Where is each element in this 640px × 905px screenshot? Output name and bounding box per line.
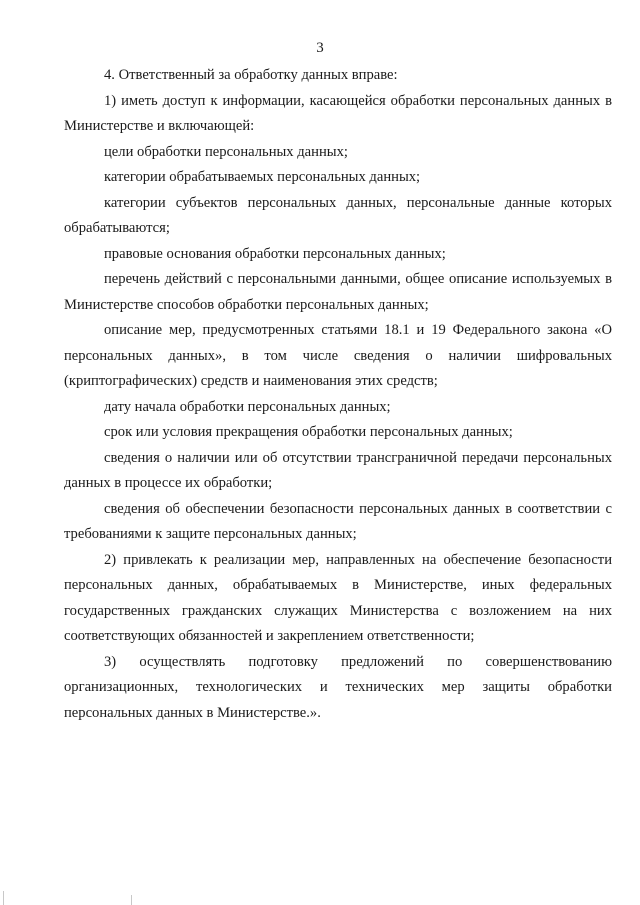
paragraph-start-date: дату начала обработки персональных данных;: [104, 398, 391, 415]
page-number: 3: [316, 40, 324, 56]
document-body: [64, 63, 612, 726]
paragraph-security-measures: сведения об обеспечении безопасности персональных данных в соответствии с требованиями к защите персональных данных;: [64, 500, 612, 542]
paragraph-processing-goals: цели обработки персональных данных;: [104, 143, 348, 160]
paragraph-subject-categories: категории субъектов персональных данных, персональные данные которых обрабатываются;: [64, 194, 612, 236]
paragraph-data-categories: категории обрабатываемых персональных данных;: [104, 169, 421, 185]
paragraph-legal-grounds: правовые основания обработки персональных данных;: [104, 245, 446, 262]
paragraph-item-3: 3) осуществлять подготовку предложений по совершенствованию организационных, технологических и технических мер защиты обработки персональных данных в Министерстве.».: [64, 653, 612, 721]
scan-edge-mark: [131, 895, 132, 905]
paragraph-actions-list: перечень действий с персональными данными, общее описание используемых в Министерстве способов обработки персональных данных;: [64, 271, 612, 313]
paragraph-cross-border-transfer: сведения о наличии или об отсутствии трансграничной передачи персональных данных в процессе их обработки;: [64, 449, 612, 491]
paragraph-item-1: 1) иметь доступ к информации, касающейся обработки персональных данных в Министерстве и включающей:: [64, 92, 612, 134]
scan-edge-mark: [3, 891, 4, 905]
paragraph-measures-description: описание мер, предусмотренных статьями 18.1 и 19 Федерального закона «О персональных данных», в том числе сведения о наличии шифровальных (криптографических) средств и наименования этих средств;: [64, 322, 612, 389]
paragraph-item-2: 2) привлекать к реализации мер, направленных на обеспечение безопасности персональных данных, обрабатываемых в Министерстве, иных федеральных государственных гражданских служащих Министерства с возложением на них соответствующих обязанностей и закреплением ответственности;: [64, 551, 612, 644]
paragraph-clause-4: 4. Ответственный за обработку данных вправе:: [104, 67, 398, 83]
paragraph-termination-terms: срок или условия прекращения обработки персональных данных;: [104, 424, 513, 440]
